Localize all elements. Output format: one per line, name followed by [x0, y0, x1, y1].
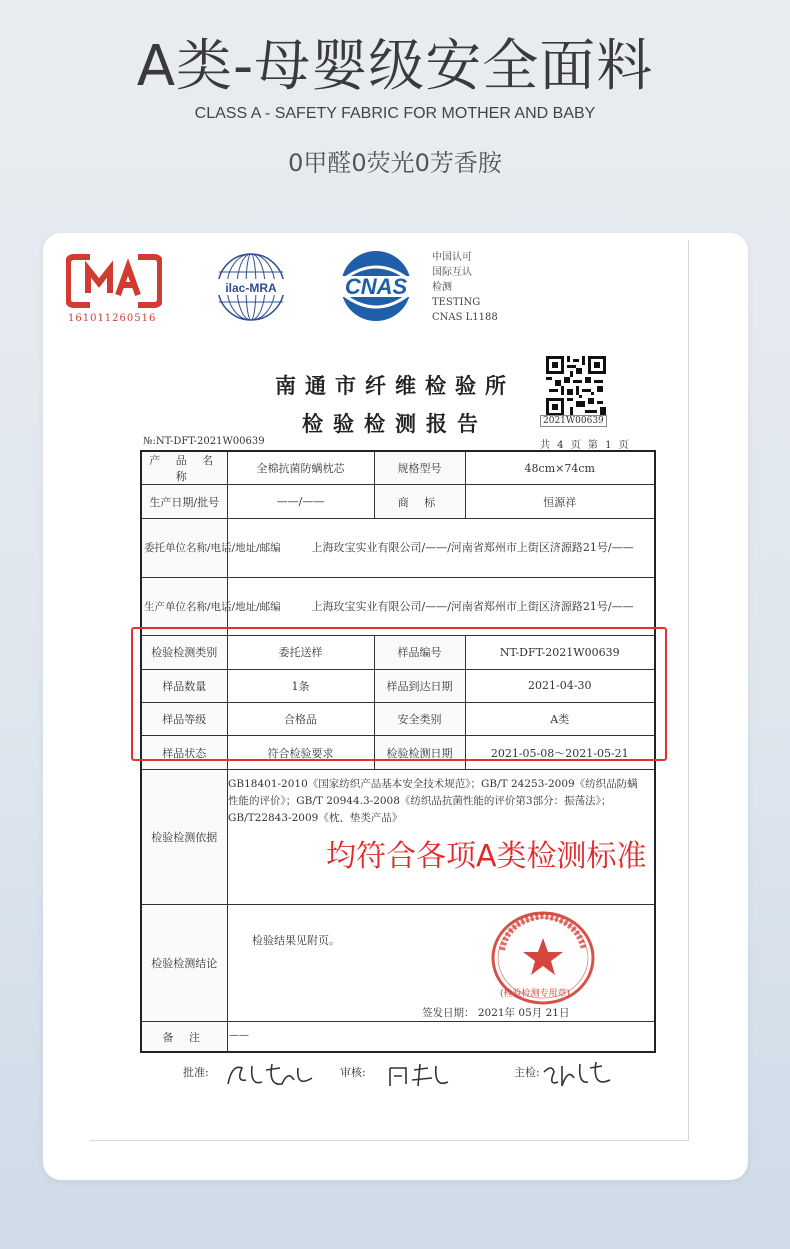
page-subtitle: CLASS A - SAFETY FABRIC FOR MOTHER AND BABY	[194, 105, 596, 122]
table-row	[141, 451, 655, 485]
field-label: 商 标	[374, 485, 465, 518]
qr-code	[546, 356, 606, 416]
page-tagline: 0甲醛0荧光0芳香胺	[288, 149, 502, 177]
field-value: 上海玫宝实业有限公司/——/河南省郑州市上街区济源路21号/——	[227, 518, 655, 577]
field-value: A类	[465, 703, 655, 736]
cnas-line: TESTING	[432, 297, 481, 308]
field-label: 样品到达日期	[374, 669, 465, 702]
field-label: 检验检测类别	[141, 636, 227, 669]
field-label: 委托单位名称/电话/地址/邮编	[141, 518, 227, 577]
field-label: 检验检测日期	[374, 736, 465, 769]
field-label: 产 品 名 称	[141, 451, 227, 485]
field-value: ——/——	[227, 485, 374, 518]
page-headline: A类-母婴级安全面料	[136, 34, 654, 99]
table-row	[141, 518, 655, 577]
approve-label: 批准:	[183, 1066, 209, 1079]
field-label: 规格型号	[374, 451, 465, 485]
field-value: 委托送样	[227, 636, 374, 669]
reviewer-signature	[384, 1058, 454, 1092]
official-seal	[478, 906, 608, 1016]
field-label: 样品数量	[141, 669, 227, 702]
ilac-mra-logo	[213, 250, 289, 324]
field-value: NT-DFT-2021W00639	[465, 636, 655, 669]
institution-name: 南通市纤维检验所	[275, 373, 515, 398]
svg-text:CNAS: CNAS	[344, 274, 408, 299]
table-row	[141, 485, 655, 518]
test-basis-text: GB18401-2010《国家纺织产品基本安全技术规范》；GB/T 24253-2009《纺织品防螨性能的评价》；GB/T 20944.3-2008《纺织品抗菌性能的评价第3部分：振荡法》；GB/T22843-2009《枕、垫类产品》	[228, 778, 638, 824]
seal-label: (检验检测专用章)	[500, 989, 571, 999]
conclusion-text: 检验结果见附页。	[252, 934, 340, 947]
callout-text: 均符合各项A类检测标准	[326, 839, 647, 874]
report-title: 检验检测报告	[302, 411, 488, 436]
highlight-box	[131, 627, 667, 761]
report-number: №:NT-DFT-2021W00639	[143, 436, 265, 447]
qr-label: 2021W00639	[540, 415, 607, 427]
cnas-line: 中国认可	[432, 252, 472, 263]
cnas-line: 国际互认	[432, 267, 472, 278]
remark-cell	[227, 1022, 655, 1052]
approver-signature	[222, 1058, 322, 1092]
field-value: 全棉抗菌防螨枕芯	[227, 451, 374, 485]
field-value: 合格品	[227, 703, 374, 736]
field-label: 样品状态	[141, 736, 227, 769]
chief-label: 主检:	[514, 1066, 540, 1079]
field-value: 2021-05-08～2021-05-21	[465, 736, 655, 769]
svg-text:ilac-MRA: ilac-MRA	[225, 281, 277, 295]
field-label: 样品等级	[141, 703, 227, 736]
cnas-line: 检测	[432, 282, 452, 293]
table-row	[141, 1022, 655, 1052]
field-value: 48cm×74cm	[465, 451, 655, 485]
chief-inspector-signature	[540, 1058, 620, 1092]
field-label: 安全类别	[374, 703, 465, 736]
field-value: 符合检验要求	[227, 736, 374, 769]
field-label: 生产单位名称/电话/地址/邮编	[141, 577, 227, 636]
field-label: 样品编号	[374, 636, 465, 669]
field-value: 恒源祥	[465, 485, 655, 518]
cma-logo	[66, 253, 162, 309]
cnas-accreditation-text	[432, 250, 498, 325]
field-label: 检验检测依据	[141, 769, 227, 904]
field-label: 检验检测结论	[141, 904, 227, 1021]
cnas-logo	[330, 249, 422, 323]
review-label: 审核:	[340, 1066, 366, 1079]
page-info: 共 4 页 第 1 页	[540, 440, 631, 451]
field-label: 备 注	[141, 1022, 227, 1052]
cnas-line: CNAS L1188	[432, 312, 498, 323]
cma-number: 161011260516	[68, 313, 157, 324]
field-value: 2021-04-30	[465, 669, 655, 702]
field-label: 生产日期/批号	[141, 485, 227, 518]
issue-date: 签发日期： 2021年 05月 21日	[422, 1007, 570, 1019]
remark-value: ——	[229, 1030, 249, 1041]
field-value: 1条	[227, 669, 374, 702]
field-value: 上海玫宝实业有限公司/——/河南省郑州市上街区济源路21号/——	[227, 577, 655, 636]
